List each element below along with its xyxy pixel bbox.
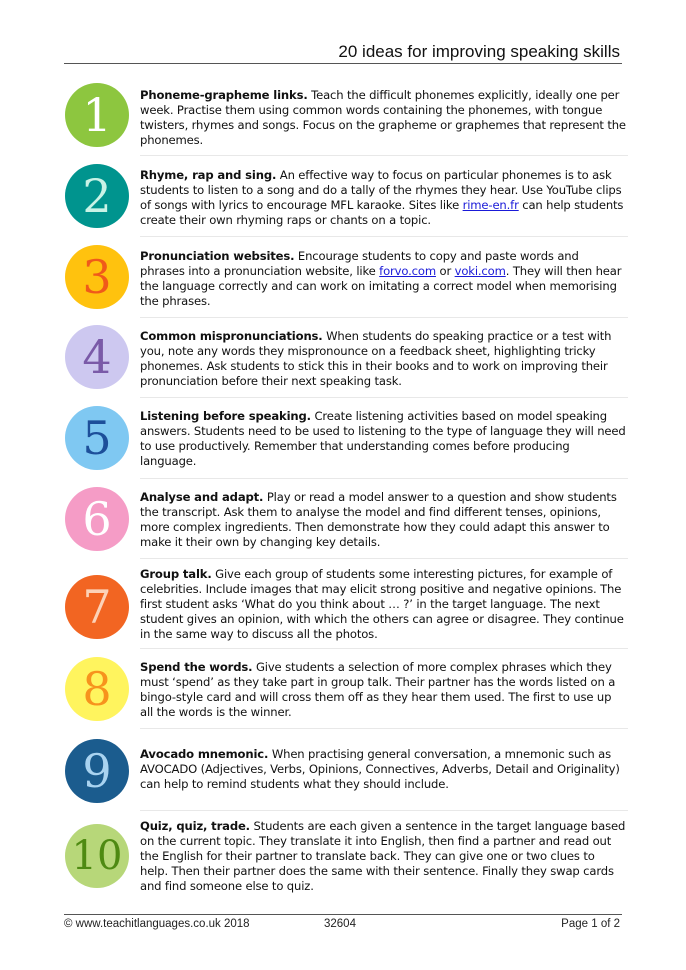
idea-body: Encourage students to copy and paste words and phrases into a pronunciation website, like bbox=[140, 249, 579, 278]
idea-text bbox=[140, 329, 626, 389]
divider bbox=[140, 397, 628, 398]
footer-code: 32604 bbox=[324, 918, 356, 930]
idea-text bbox=[140, 660, 626, 720]
voki-link[interactable]: voki.com bbox=[454, 264, 506, 278]
number-badge: 10 bbox=[65, 824, 129, 888]
idea-heading: Phoneme-grapheme links. bbox=[140, 88, 308, 102]
idea-body: can help students create their own rhyming raps or chants on a topic. bbox=[140, 198, 624, 227]
idea-body: Teach the difficult phonemes explicitly, ideally one per week. Practise them using common words containing the phonemes, with tongue twisters, rhymes and songs. Focus on the grapheme or graphemes that represent the phonemes. bbox=[140, 88, 626, 147]
idea-heading: Analyse and adapt. bbox=[140, 490, 264, 504]
idea-heading: Avocado mnemonic. bbox=[140, 747, 269, 761]
idea-body: Students are each given a sentence in the target language based on the current topic. They translate it into English, then find a partner and read out the English for their partner to translate back. They can give one or two clues to help. Then their partner does the same with their sentence. Finally they swap cards and find someone else to quiz. bbox=[140, 819, 626, 893]
divider bbox=[140, 236, 628, 237]
number-badge: 5 bbox=[65, 406, 129, 470]
divider bbox=[140, 810, 628, 811]
idea-text bbox=[140, 747, 626, 792]
footer-page-number: Page 1 of 2 bbox=[561, 918, 620, 930]
number-badge: 9 bbox=[65, 739, 129, 803]
idea-text bbox=[140, 88, 626, 148]
number-badge: 2 bbox=[65, 164, 129, 228]
idea-text bbox=[140, 409, 626, 469]
number-badge: 1 bbox=[65, 83, 129, 147]
divider bbox=[140, 155, 628, 156]
idea-body: Create listening activities based on model speaking answers. Students need to be used to listening to the type of language they will need to use productively. Remember that understanding comes before producing language. bbox=[140, 409, 626, 468]
idea-text bbox=[140, 249, 626, 309]
number-badge: 8 bbox=[65, 657, 129, 721]
rime-en-link[interactable]: rime-en.fr bbox=[462, 198, 519, 212]
divider bbox=[140, 728, 628, 729]
header-rule bbox=[64, 63, 622, 64]
number-badge: 3 bbox=[65, 245, 129, 309]
divider bbox=[140, 317, 628, 318]
idea-body: When students do speaking practice or a test with you, note any words they mispronounce on a feedback sheet, highlighting tricky phonemes. Ask students to stick this in their books and to work on improving their pronunciation before their next speaking task. bbox=[140, 329, 612, 388]
idea-body: An effective way to focus on particular phonemes is to ask students to listen to a song and do a tally of the rhymes they hear. Use YouTube clips of songs with lyrics to encourage MFL karaoke. Sites like bbox=[140, 168, 622, 212]
idea-body: When practising general conversation, a mnemonic such as AVOCADO (Adjectives, Verbs, Opinions, Connectives, Adverbs, Detail and Originality) can help to remind students what they should include. bbox=[140, 747, 620, 791]
divider bbox=[140, 648, 628, 649]
idea-text bbox=[140, 567, 626, 642]
idea-heading: Quiz, quiz, trade. bbox=[140, 819, 250, 833]
divider bbox=[140, 478, 628, 479]
idea-text bbox=[140, 168, 626, 228]
idea-body: Play or read a model answer to a question and show students the transcript. Ask them to analyse the model and find different tenses, opinions, more complex ingredients. Then demonstrate how they could adapt this answer to make it their own by changing key details. bbox=[140, 490, 617, 549]
idea-heading: Rhyme, rap and sing. bbox=[140, 168, 277, 182]
idea-text bbox=[140, 819, 626, 894]
idea-body: Give students a selection of more complex phrases which they must ‘spend’ as they take part in group talk. Their partner has the words listed on a bingo-style card and will cross them off as they hear them used. The first to use up all the words is the winner. bbox=[140, 660, 616, 719]
number-badge: 7 bbox=[65, 575, 129, 639]
footer-rule bbox=[64, 914, 622, 915]
idea-heading: Group talk. bbox=[140, 567, 212, 581]
idea-body: Give each group of students some interesting pictures, for example of celebrities. Include images that may elicit strong positive and negative opinions. The first student asks ‘What do you think about … ?’ in the target language. The next student gives an opinion, with which the others can agree or disagree. They continue in the same way to discuss all the photos. bbox=[140, 567, 624, 641]
idea-body: . They will then hear the language correctly and can work on imitating a correct model when memorising the phrases. bbox=[140, 264, 622, 308]
footer-copyright: © www.teachitlanguages.co.uk 2018 bbox=[64, 918, 250, 930]
idea-body: or bbox=[435, 264, 455, 278]
divider bbox=[140, 558, 628, 559]
page-title: 20 ideas for improving speaking skills bbox=[338, 42, 620, 61]
idea-heading: Common mispronunciations. bbox=[140, 329, 323, 343]
idea-heading: Listening before speaking. bbox=[140, 409, 311, 423]
number-badge: 6 bbox=[65, 487, 129, 551]
forvo-link[interactable]: forvo.com bbox=[379, 264, 436, 278]
number-badge: 4 bbox=[65, 325, 129, 389]
idea-text bbox=[140, 490, 626, 550]
idea-heading: Pronunciation websites. bbox=[140, 249, 295, 263]
idea-heading: Spend the words. bbox=[140, 660, 253, 674]
